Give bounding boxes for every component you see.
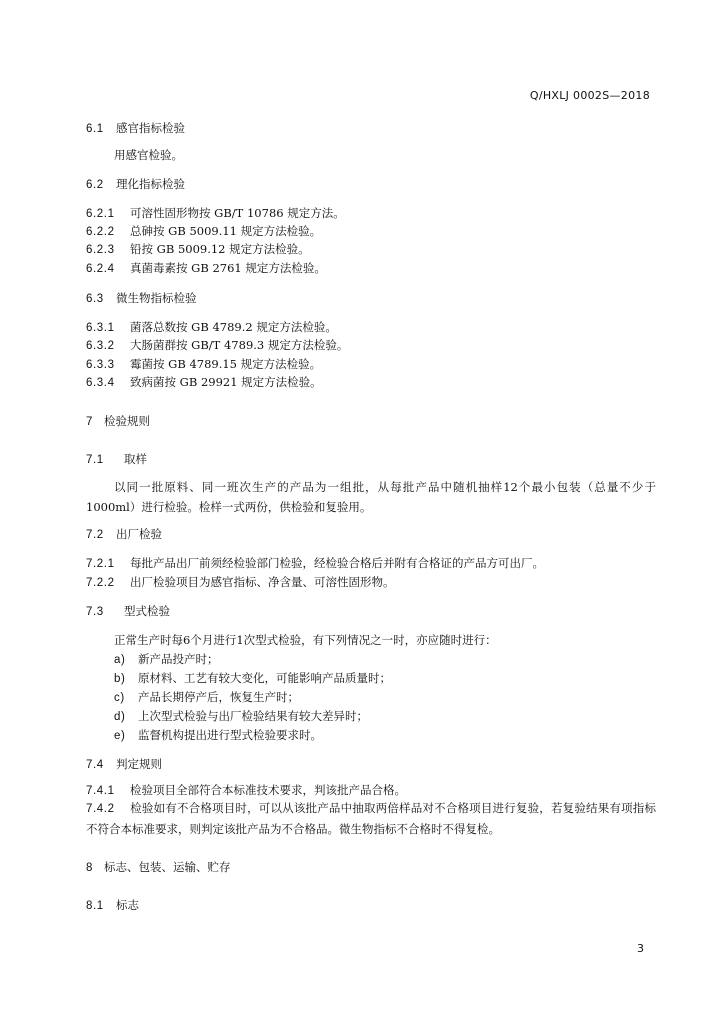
clause-text: 每批产品出厂前须经检验部门检验，经检验合格后并附有合格证的产品方可出厂。 — [130, 556, 544, 570]
clause-text: 检验如有不合格项目时，可以从该批产品中抽取两倍样品对不合格项目进行复验，若复验结果有项指标不符合本标准要求，则判定该批产品为不合格品。微生物指标不合格时不得复检。 — [86, 801, 656, 836]
clause-7-4-2 — [86, 798, 656, 839]
section-title: 出厂检验 — [116, 527, 162, 541]
list-text: 产品长期停产后，恢复生产时； — [138, 690, 299, 704]
clause-number: 7.2.2 — [86, 577, 115, 589]
clause-7-4-1 — [86, 783, 406, 798]
clause-6-2-3 — [86, 242, 310, 257]
page-number: 3 — [637, 942, 644, 955]
paragraph-6-1: 用感官检验。 — [114, 148, 183, 162]
section-heading-7-3 — [86, 604, 170, 619]
clause-number: 6.2.4 — [86, 263, 115, 275]
section-heading-8-1 — [86, 898, 139, 913]
section-number: 6.1 — [86, 123, 104, 135]
section-heading-6-1 — [86, 121, 185, 136]
section-heading-7-1 — [86, 452, 147, 467]
clause-number: 7.4.2 — [86, 803, 115, 815]
section-number: 8.1 — [86, 900, 104, 912]
clause-number: 6.3.1 — [86, 322, 115, 334]
clause-6-3-4 — [86, 375, 322, 390]
section-title: 微生物指标检验 — [116, 291, 197, 305]
clause-7-2-2 — [86, 575, 395, 590]
clause-text: 菌落总数按 GB 4789.2 规定方法检验。 — [130, 320, 337, 334]
clause-text: 致病菌按 GB 29921 规定方法检验。 — [130, 375, 322, 389]
section-heading-6-3 — [86, 291, 197, 306]
chapter-heading-7 — [86, 414, 150, 429]
clause-6-2-1 — [86, 206, 345, 221]
section-heading-7-2 — [86, 527, 162, 542]
clause-6-3-3 — [86, 357, 321, 372]
list-label: b) — [114, 673, 126, 685]
clause-number: 6.2.2 — [86, 226, 115, 238]
section-title: 标志 — [116, 898, 139, 912]
clause-number: 6.3.2 — [86, 340, 115, 352]
clause-text: 大肠菌群按 GB/T 4789.3 规定方法检验。 — [130, 338, 349, 352]
clause-number: 7.4.1 — [86, 785, 115, 797]
list-text: 原材料、工艺有较大变化，可能影响产品质量时； — [138, 671, 391, 685]
section-title: 感官指标检验 — [116, 121, 185, 135]
list-label: d) — [114, 711, 126, 723]
section-title: 判定规则 — [116, 757, 162, 771]
clause-text: 总砷按 GB 5009.11 规定方法检验。 — [130, 224, 322, 238]
clause-number: 6.3.3 — [86, 359, 115, 371]
section-number: 7.1 — [86, 454, 104, 466]
list-label: e) — [114, 730, 126, 742]
section-heading-6-2 — [86, 177, 185, 192]
paragraph-text: 以同一批原料、同一班次生产的产品为一组批，从每批产品中随机抽样12个最小包装（总量不少于1000ml）进行检验。检样一式两份，供检验和复验用。 — [86, 480, 656, 514]
chapter-number: 7 — [86, 416, 93, 428]
list-text: 上次型式检验与出厂检验结果有较大差异时； — [138, 709, 368, 723]
chapter-title: 检验规则 — [104, 414, 150, 428]
section-title: 型式检验 — [124, 604, 170, 618]
section-number: 7.4 — [86, 759, 104, 771]
clause-text: 检验项目全部符合本标准技术要求，判该批产品合格。 — [130, 783, 406, 797]
list-text: 监督机构提出进行型式检验要求时。 — [138, 728, 322, 742]
list-label: c) — [114, 692, 125, 704]
section-number: 6.3 — [86, 293, 104, 305]
paragraph-7-3-intro: 正常生产时每6个月进行1次型式检验，有下列情况之一时，亦应随时进行： — [114, 633, 497, 647]
list-item-d — [114, 709, 368, 724]
clause-7-2-1 — [86, 556, 544, 571]
clause-number: 6.2.3 — [86, 244, 115, 256]
chapter-heading-8 — [86, 860, 231, 875]
section-title: 取样 — [124, 452, 147, 466]
clause-text: 真菌毒素按 GB 2761 规定方法检验。 — [130, 261, 326, 275]
section-number: 7.3 — [86, 606, 104, 618]
clause-number: 7.2.1 — [86, 558, 115, 570]
clause-6-2-2 — [86, 224, 321, 239]
chapter-title: 标志、包装、运输、贮存 — [104, 860, 231, 874]
list-item-a — [114, 652, 219, 667]
list-item-c — [114, 690, 299, 705]
list-label: a) — [114, 654, 126, 666]
clause-paragraph — [86, 798, 656, 839]
clause-text: 霉菌按 GB 4789.15 规定方法检验。 — [130, 357, 322, 371]
clause-6-3-1 — [86, 320, 337, 335]
section-title: 理化指标检验 — [116, 177, 185, 191]
list-text: 新产品投产时； — [138, 652, 219, 666]
list-item-e — [114, 728, 322, 743]
clause-6-2-4 — [86, 261, 326, 276]
clause-6-3-2 — [86, 338, 348, 353]
clause-number: 6.3.4 — [86, 377, 115, 389]
standard-code: Q/HXLJ 0002S—2018 — [529, 89, 650, 102]
chapter-number: 8 — [86, 862, 93, 874]
section-heading-7-4 — [86, 757, 162, 772]
clause-text: 可溶性固形物按 GB/T 10786 规定方法。 — [130, 206, 345, 220]
clause-text: 出厂检验项目为感官指标、净含量、可溶性固形物。 — [130, 575, 395, 589]
paragraph-7-1 — [86, 477, 656, 517]
clause-number: 6.2.1 — [86, 208, 115, 220]
list-item-b — [114, 671, 391, 686]
section-number: 7.2 — [86, 529, 104, 541]
clause-text: 铅按 GB 5009.12 规定方法检验。 — [130, 242, 310, 256]
section-number: 6.2 — [86, 179, 104, 191]
